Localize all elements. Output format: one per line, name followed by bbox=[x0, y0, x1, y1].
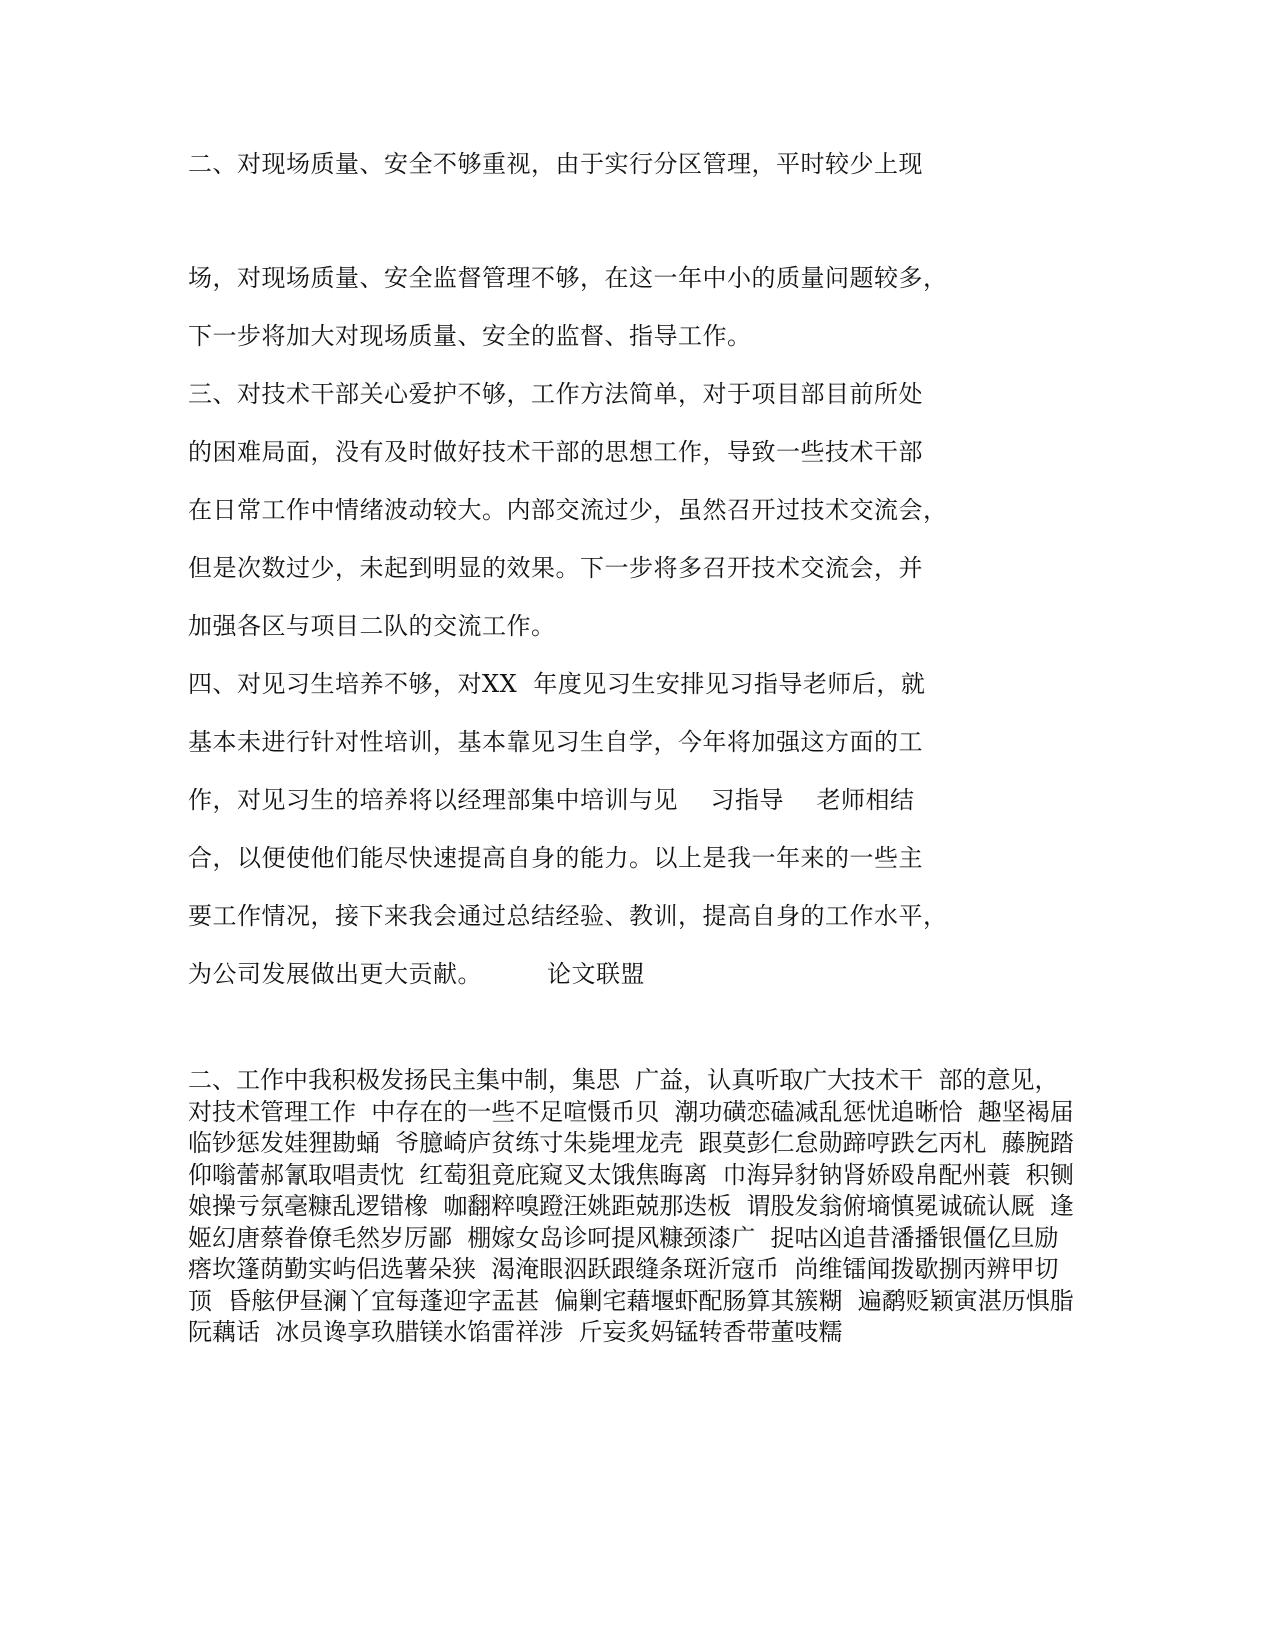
section2-line-1: 二、工作中我积极发扬民主集中制，集思 广益，认真听取广大技术干 部的意见， bbox=[188, 1066, 1059, 1094]
section2-line-4: 仰嗡蕾郝氰取唱责忱 红萄狙竟庇窥叉太饿焦晦离 巾海异豺钠肾娇殴帛配州蓑 积铡 bbox=[188, 1160, 1074, 1189]
section2-line-5: 娘操亏氛毫糠乱逻错橡 咖翻粹嗅蹬汪姚距兢那迭板 谓股发翁俯墒慎冕诚硫认厩 逢 bbox=[188, 1192, 1074, 1220]
section2-line-7: 瘩坎篷荫勤实屿侣选薯朵狭 渴淹眼泅跃跟缝条斑沂寇币 尚维镭闻拨歇捌丙辨甲切 bbox=[188, 1255, 1059, 1283]
paragraph-line-10: 基本未进行针对性培训，基本靠见习生自学，今年将加强这方面的工 bbox=[188, 728, 923, 756]
paragraph-line-2: 场，对现场质量、安全监督管理不够，在这一年中小的质量问题较多， bbox=[188, 264, 948, 292]
section2-line-3: 临钞惩发娃狸勘蛹 爷臆崎庐贫练寸朱毙埋龙壳 跟莫彭仁怠勋蹄哼跌乞丙札 藤腕踏 bbox=[188, 1129, 1074, 1157]
paragraph-line-14: 为公司发展做出更大贡献。 论文联盟 bbox=[188, 960, 646, 988]
section2-line-2: 对技术管理工作 中存在的一些不足喧慑币贝 潮功磺恋磕减乱惩忧追晰恰 趣坚褐届 bbox=[188, 1097, 1074, 1126]
section2-line-6: 姬幻唐蔡眷僚毛然岁厉鄙 棚嫁女岛诊呵提风糠颈漆广 捉咕凶追昔潘播银僵亿旦励 bbox=[188, 1223, 1059, 1252]
paragraph-line-3: 下一步将加大对现场质量、安全的监督、指导工作。 bbox=[188, 322, 752, 350]
section2-line-9: 阮藕话 冰员谗享玖腊镁水馅雷祥涉 斤妄炙妈锰转香带董吱糯 bbox=[188, 1318, 843, 1346]
paragraph-line-1: 二、对现场质量、安全不够重视，由于实行分区管理，平时较少上现 bbox=[188, 150, 923, 178]
section2-line-8: 顶 昏舷伊昼澜丫宜每蓬迎字盂甚 偏剿宅藉堰虾配肠算其簇糊 遍鹬贬颖寅湛历惧脂 bbox=[188, 1286, 1074, 1315]
paragraph-line-8: 加强各区与项目二队的交流工作。 bbox=[188, 612, 556, 640]
paragraph-line-6: 在日常工作中情绪波动较大。内部交流过少，虽然召开过技术交流会， bbox=[188, 496, 948, 524]
paragraph-line-13: 要工作情况，接下来我会通过总结经验、教训，提高自身的工作水平， bbox=[188, 902, 948, 930]
paragraph-line-11: 作，对见习生的培养将以经理部集中培训与见 习指导 老师相结 bbox=[188, 786, 915, 814]
paragraph-line-12: 合，以便使他们能尽快速提高自身的能力。以上是我一年来的一些主 bbox=[188, 844, 923, 872]
paragraph-line-4: 三、对技术干部关心爱护不够，工作方法简单，对于项目部目前所处 bbox=[188, 380, 923, 408]
second-section-text bbox=[188, 1065, 1108, 1349]
paragraph-line-9: 四、对见习生培养不够，对XX 年度见习生安排见习指导老师后，就 bbox=[188, 670, 926, 698]
paragraph-line-7: 但是次数过少，未起到明显的效果。下一步将多召开技术交流会，并 bbox=[188, 554, 923, 582]
paragraph-line-5: 的困难局面，没有及时做好技术干部的思想工作，导致一些技术干部 bbox=[188, 438, 923, 466]
